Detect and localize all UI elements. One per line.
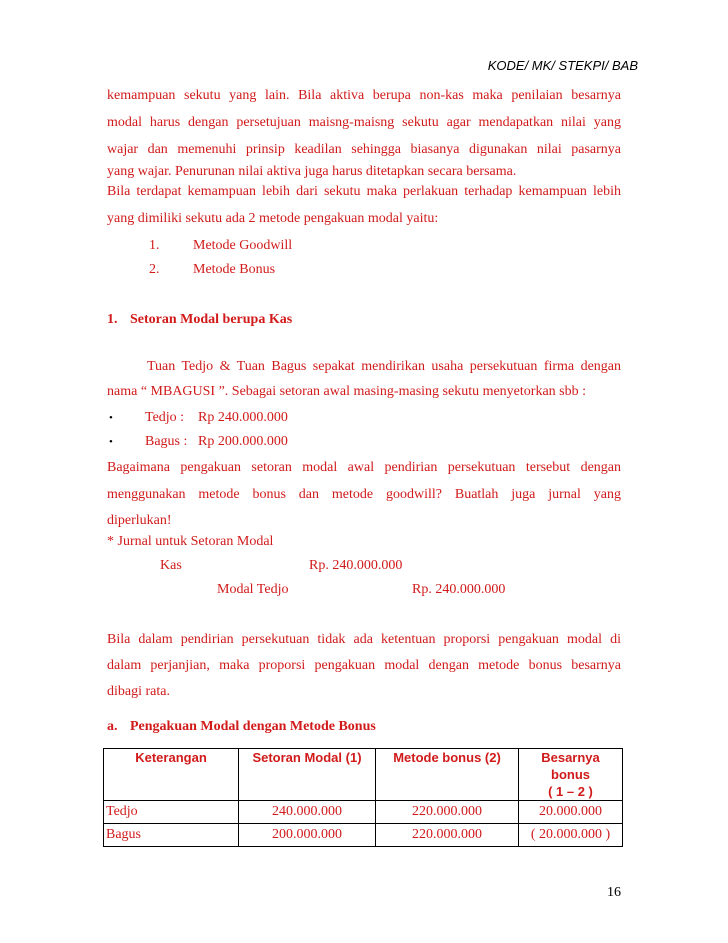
method-1-number: 1. (149, 238, 160, 253)
bullet-dot-1: • (109, 412, 113, 424)
bonus-table (103, 748, 623, 847)
para4-line-1: Bagaimana pengakuan setoran modal awal pendirian persekutuan tersebut dengan (107, 460, 621, 475)
journal-credit-account: Modal Tedjo (217, 582, 289, 597)
journal-title: * Jurnal untuk Setoran Modal (107, 534, 274, 549)
para2-line-2: yang dimiliki sekutu ada 2 metode pengakuan modal yaitu: (107, 211, 439, 226)
cell-setoran-modal: 240.000.000 (239, 801, 376, 824)
bullet-2-name: Bagus : (145, 434, 188, 449)
para4-line-3: diperlukan! (107, 513, 172, 528)
journal-credit-amount: Rp. 240.000.000 (412, 582, 506, 597)
header-setoran-modal: Setoran Modal (1) (239, 749, 376, 801)
header-besarnya-bonus (519, 749, 623, 801)
para1-line-2: modal harus dengan persetujuan maisng-maisng sekutu agar mendapatkan nilai yang (107, 115, 621, 130)
para2-line-1: Bila terdapat kemampuan lebih dari sekutu maka perlakuan terhadap kemampuan lebih (107, 184, 621, 199)
cell-keterangan: Bagus (104, 824, 239, 847)
bullet-2-amount: Rp 200.000.000 (198, 434, 288, 449)
section-1-title: Setoran Modal berupa Kas (130, 312, 293, 327)
table-header-row (104, 749, 623, 801)
bullet-dot-2: • (109, 436, 113, 448)
header-metode-bonus: Metode bonus (2) (376, 749, 519, 801)
para1-line-3: wajar dan memenuhi prinsip keadilan sehingga biasanya digunakan nilai pasarnya (107, 142, 621, 157)
page-header-code: KODE/ MK/ STEKPI/ BAB (487, 58, 638, 73)
cell-metode-bonus: 220.000.000 (376, 801, 519, 824)
para4-line-2: menggunakan metode bonus dan metode goodwill? Buatlah juga jurnal yang (107, 487, 621, 502)
section-a-title: Pengakuan Modal dengan Metode Bonus (130, 719, 376, 734)
para3-line-1: Tuan Tedjo & Tuan Bagus sepakat mendirikan usaha persekutuan firma dengan (147, 359, 621, 374)
journal-debit-amount: Rp. 240.000.000 (309, 558, 403, 573)
header-keterangan: Keterangan (104, 749, 239, 801)
bullet-1-name: Tedjo : (145, 410, 185, 425)
para1-line-1: kemampuan sekutu yang lain. Bila aktiva berupa non-kas maka penilaian besarnya (107, 88, 621, 103)
page-number: 16 (607, 885, 621, 900)
para1-line-4: yang wajar. Penurunan nilai aktiva juga harus ditetapkan secara bersama. (107, 164, 517, 179)
section-a-letter: a. (107, 719, 118, 734)
cell-besarnya-bonus: ( 20.000.000 ) (519, 824, 623, 847)
cell-besarnya-bonus: 20.000.000 (519, 801, 623, 824)
method-2-label: Metode Bonus (193, 262, 276, 277)
method-1-label: Metode Goodwill (193, 238, 293, 253)
section-1-number: 1. (107, 312, 118, 327)
table-row (104, 824, 623, 847)
method-2-number: 2. (149, 262, 160, 277)
header-besarnya-bonus-formula: ( 1 – 2 ) (548, 784, 593, 799)
para3-line-2: nama “ MBAGUSI ”. Sebagai setoran awal masing-masing sekutu menyetorkan sbb : (107, 384, 587, 399)
header-besarnya-bonus-label: Besarnya bonus (541, 750, 600, 782)
table-row (104, 801, 623, 824)
para5-line-2: dalam perjanjian, maka proporsi pengakuan modal dengan metode bonus besarnya (107, 658, 621, 673)
bullet-1-amount: Rp 240.000.000 (198, 410, 288, 425)
cell-keterangan: Tedjo (104, 801, 239, 824)
cell-setoran-modal: 200.000.000 (239, 824, 376, 847)
para5-line-3: dibagi rata. (107, 684, 170, 699)
cell-metode-bonus: 220.000.000 (376, 824, 519, 847)
para5-line-1: Bila dalam pendirian persekutuan tidak ada ketentuan proporsi pengakuan modal di (107, 632, 621, 647)
journal-debit-account: Kas (160, 558, 182, 573)
